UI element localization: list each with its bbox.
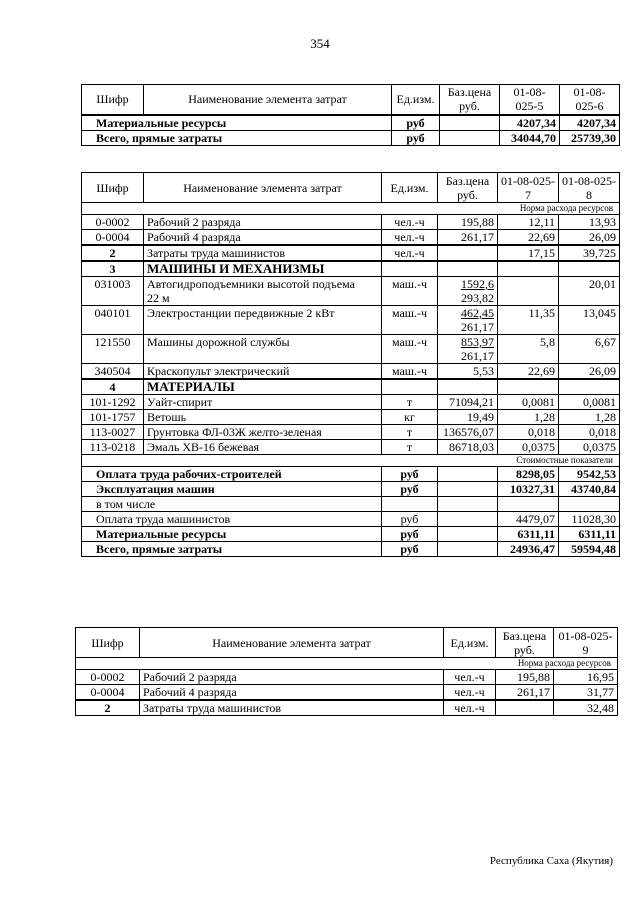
header-unit: Ед.изм.	[444, 628, 496, 658]
table-row: Оплата труда рабочих-строителей руб 8298,05 9542,53	[82, 467, 620, 482]
table-summary-5-6	[81, 84, 620, 146]
table-row: Материальные ресурсы руб 4207,34 4207,34	[82, 115, 620, 131]
page-number: 354	[310, 36, 330, 51]
header-name: Наименование элемента затрат	[144, 85, 392, 115]
header-name: Наименование элемента затрат	[140, 628, 444, 658]
norm-label: Норма расхода ресурсов	[82, 203, 620, 215]
table-row: Всего, прямые затраты руб 24936,47 59594,48	[82, 542, 620, 557]
norm-label: Норма расхода ресурсов	[76, 658, 618, 670]
cost-label: Стоимостные показатели	[82, 455, 620, 467]
table-row: 113-0027 Грунтовка ФЛ-03Ж желто-зеленая т 136576,07 0,018 0,018	[82, 425, 620, 440]
header-col-b: 01-08-025-8	[559, 173, 620, 203]
header-unit: Ед.изм.	[392, 85, 440, 115]
header-code: Шифр	[82, 85, 144, 115]
header-base-price: Баз.цена руб.	[440, 85, 500, 115]
table-row: 0-0002 Рабочий 2 разряда чел.-ч 195,88 12,11 13,93	[82, 215, 620, 230]
table-row: Эксплуатация машин руб 10327,31 43740,84	[82, 482, 620, 497]
table-row: 113-0218 Эмаль ХВ-16 бежевая т 86718,03 0,0375 0,0375	[82, 440, 620, 455]
header-code: Шифр	[82, 173, 144, 203]
table-resources-7-8	[81, 172, 620, 557]
table-row: 040101 Электростанции передвижные 2 кВт маш.-ч 462,45 261,17 11,35 13,045	[82, 306, 620, 335]
table-row: 2 Затраты труда машинистов чел.-ч 17,15 39,725	[82, 245, 620, 261]
table-row: 0-0002 Рабочий 2 разряда чел.-ч 195,88 16,95	[76, 670, 618, 685]
table-row: 0-0004 Рабочий 4 разряда чел.-ч 261,17 22,69 26,09	[82, 230, 620, 246]
header-col-b: 01-08-025-6	[560, 85, 620, 115]
table-row: Материальные ресурсы руб 6311,11 6311,11	[82, 527, 620, 542]
section-machines: 3 МАШИНЫ И МЕХАНИЗМЫ	[82, 261, 620, 277]
table-row: 340504 Краскопульт электрический маш.-ч 5,53 22,69 26,09	[82, 364, 620, 380]
table-row: Всего, прямые затраты руб 34044,70 25739,30	[82, 130, 620, 145]
header-col-a: 01-08-025-5	[500, 85, 560, 115]
table-row: 101-1757 Ветошь кг 19,49 1,28 1,28	[82, 410, 620, 425]
header-name: Наименование элемента затрат	[144, 173, 382, 203]
table-row: 2 Затраты труда машинистов чел.-ч 32,48	[76, 700, 618, 716]
table-row: Оплата труда машинистов руб 4479,07 11028,30	[82, 512, 620, 527]
header-unit: Ед.изм.	[382, 173, 438, 203]
table-row: в том числе	[82, 497, 620, 512]
header-col-a: 01-08-025-9	[554, 628, 618, 658]
header-col-a: 01-08-025-7	[498, 173, 559, 203]
table-resources-9	[75, 627, 618, 716]
section-materials: 4 МАТЕРИАЛЫ	[82, 379, 620, 395]
header-code: Шифр	[76, 628, 140, 658]
table-row: 0-0004 Рабочий 4 разряда чел.-ч 261,17 31,77	[76, 685, 618, 701]
header-base-price: Баз.цена руб.	[438, 173, 498, 203]
header-base-price: Баз.цена руб.	[496, 628, 554, 658]
table-row: 101-1292 Уайт-спирит т 71094,21 0,0081 0,0081	[82, 395, 620, 410]
table-row: 031003 Автогидроподъемники высотой подъема 22 м маш.-ч 1592,6 293,82 20,01	[82, 277, 620, 306]
table-row: 121550 Машины дорожной службы маш.-ч 853,97 261,17 5,8 6,67	[82, 335, 620, 364]
footer-region: Республика Саха (Якутия)	[489, 855, 613, 867]
